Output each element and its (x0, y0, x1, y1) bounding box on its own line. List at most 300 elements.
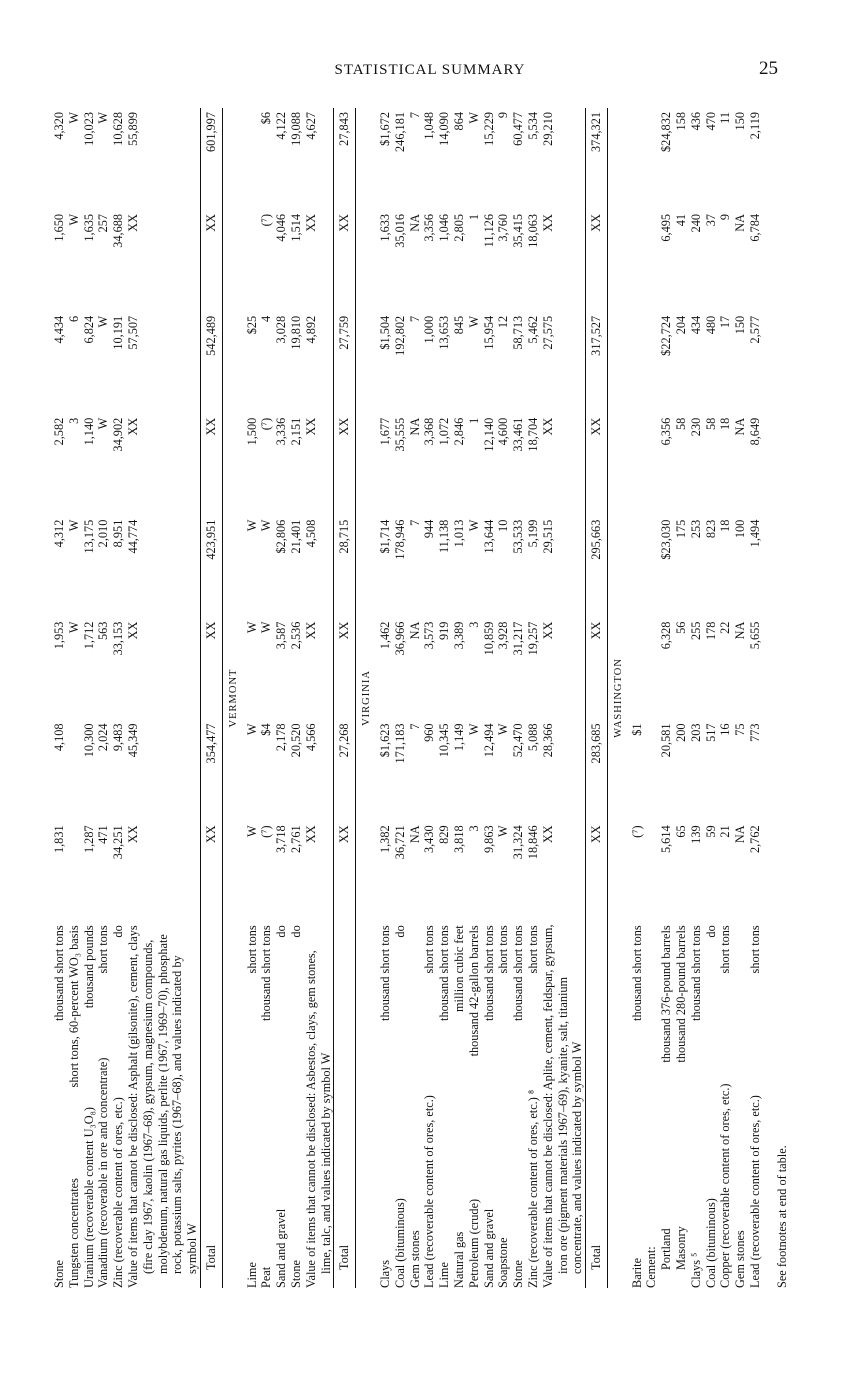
value-cell: NA (407, 825, 422, 844)
table-row (67, 108, 82, 1288)
value-cell: 823 (703, 519, 718, 539)
table-row (52, 108, 67, 1288)
value-cell: 2,119 (748, 112, 763, 140)
value-cell: 27,575 (540, 315, 555, 350)
value-cell: 33,461 (511, 417, 526, 452)
row-unit: short tons (244, 925, 259, 974)
row-label: Portland (659, 1228, 674, 1270)
value-cell: $1,714 (377, 519, 392, 554)
value-cell: 4,046 (274, 213, 289, 242)
row-label-cell (630, 923, 645, 1288)
value-cell: 960 (422, 723, 437, 742)
value-cell: 36,721 (392, 825, 407, 860)
value-cell: 44,774 (125, 519, 140, 554)
value-cell: 11,126 (481, 213, 496, 248)
value-cell: 3,336 (274, 417, 289, 446)
value-cell: W (244, 519, 259, 532)
value-cell: 58 (703, 417, 718, 431)
value-cell: $1,504 (377, 315, 392, 350)
value-cell: 1,140 (81, 417, 96, 446)
value-cell (644, 516, 659, 618)
row-label: Copper (recoverable content of ores, etc.) (718, 1083, 733, 1288)
total-value-cell: 27,268 (334, 719, 356, 821)
value-cell: NA (407, 213, 422, 232)
value-cell: 19,810 (288, 315, 303, 350)
value-cell: 35,555 (392, 417, 407, 452)
total-value-cell: 27,843 (334, 108, 356, 210)
value-cell: W (66, 621, 81, 634)
value-cell: XX (540, 825, 555, 844)
row-unit: short tons (422, 925, 437, 974)
row-unit: do (392, 925, 407, 938)
value-cell: 10,345 (437, 723, 452, 758)
value-cell: XX (303, 621, 318, 640)
value-cell: W (496, 825, 511, 837)
row-label: Stone (511, 1259, 526, 1288)
value-cell: 6,328 (659, 621, 674, 650)
total-value-cell: XX (200, 618, 222, 720)
value-cell: 10,023 (81, 112, 96, 146)
value-cell: NA (733, 825, 748, 844)
row-unit: thousand short tons (437, 925, 452, 1021)
table-row (111, 108, 126, 1288)
row-label-cell (96, 923, 111, 1288)
value-cell: 1,382 (377, 825, 392, 854)
value-cell: 4,320 (52, 112, 66, 140)
value-cell: 37 (703, 213, 718, 227)
value-cell: $1 (629, 723, 644, 736)
row-label: Cement: (644, 1246, 659, 1288)
value-cell: 3,587 (274, 621, 289, 650)
value-cell: 3,389 (451, 621, 466, 650)
row-label-cell (422, 923, 437, 1288)
row-unit: thousand pounds (81, 925, 96, 1009)
table-row (482, 108, 497, 1288)
value-cell: 4 (259, 315, 274, 322)
value-cell: 3 (466, 621, 481, 628)
row-unit: thousand short tons (511, 925, 526, 1021)
value-cell (644, 108, 659, 210)
total-value-cell: 601,997 (200, 108, 222, 210)
value-cell: 240 (688, 213, 703, 233)
value-cell: 6,784 (748, 213, 763, 242)
value-cell: 150 (733, 315, 748, 335)
row-label-cell (126, 923, 200, 1288)
value-cell (644, 312, 659, 414)
row-unit: thousand short tons (52, 925, 66, 1021)
value-cell: 1,013 (451, 519, 466, 548)
value-cell: 517 (703, 723, 718, 742)
value-cell: 3,573 (422, 621, 437, 650)
value-cell: NA (407, 621, 422, 640)
table-row (644, 108, 659, 1288)
total-value-cell: XX (334, 618, 356, 720)
state-heading-row (607, 108, 629, 1288)
row-label-cell (659, 923, 674, 1288)
footnote: See footnotes at end of table. (774, 1145, 789, 1288)
value-cell (67, 821, 82, 923)
row-label-cell (304, 923, 334, 1288)
table-row (289, 108, 304, 1288)
value-cell: 845 (451, 315, 466, 335)
value-cell: 6,824 (81, 315, 96, 344)
value-cell: XX (303, 213, 318, 232)
total-value-cell: XX (200, 414, 222, 516)
value-cell: $1,623 (377, 723, 392, 758)
value-cell (644, 210, 659, 312)
value-cell: 1,514 (288, 213, 303, 242)
row-label-cell (467, 923, 482, 1288)
value-cell: (⁷) (259, 213, 274, 227)
row-unit: short tons, 60-percent WO₃ basis (66, 925, 81, 1088)
value-cell: 1,494 (748, 519, 763, 548)
value-cell: 175 (674, 519, 689, 539)
value-cell: 13,644 (481, 519, 496, 554)
value-cell: 434 (688, 315, 703, 335)
value-cell: 192,802 (392, 315, 407, 356)
value-cell: 4,627 (303, 112, 318, 140)
value-cell: 17 (718, 315, 733, 329)
table-row (126, 108, 200, 1288)
statistics-table (52, 108, 763, 1288)
value-cell: 14,090 (437, 112, 452, 146)
table-row (526, 108, 541, 1288)
total-value-cell: XX (586, 210, 608, 312)
row-label: Barite (629, 1257, 644, 1288)
state-heading-row (222, 108, 244, 1288)
total-label: Total (586, 923, 608, 1288)
row-label-cell (274, 923, 289, 1288)
row-unit: short tons (496, 925, 511, 974)
value-cell: 10 (496, 519, 511, 532)
row-label-cell (67, 923, 82, 1288)
value-cell: 1,953 (52, 621, 66, 650)
table-row (467, 108, 482, 1288)
row-label: Sand and gravel (481, 1208, 496, 1288)
row-label-cell (452, 923, 467, 1288)
value-cell: 12,494 (481, 723, 496, 758)
total-value-cell: 423,951 (200, 516, 222, 618)
value-cell: 12 (496, 315, 511, 329)
table-row (748, 108, 763, 1288)
value-cell: 919 (437, 621, 452, 641)
value-cell: W (66, 519, 81, 532)
value-cell: W (66, 213, 81, 226)
row-label: Soapstone (496, 1237, 511, 1288)
row-label: Value of items that cannot be disclosed: Aplite, cement, feldspar, gypsum, iron ore (pigment materials 1967–69), kyanite, salt, titanium concentrate, and values indicated by symbol W (540, 924, 585, 1288)
value-cell: 2,577 (748, 315, 763, 344)
row-label-cell (393, 923, 408, 1288)
row-label-cell (245, 923, 260, 1288)
row-unit: do (274, 925, 289, 938)
value-cell: 22 (718, 621, 733, 634)
row-label-cell (52, 923, 67, 1288)
value-cell: 4,312 (52, 519, 66, 548)
value-cell: 5,534 (525, 112, 540, 140)
row-unit: thousand 280-pound barrels (674, 925, 689, 1063)
value-cell: 150 (733, 112, 748, 131)
page-header (0, 0, 860, 90)
value-cell: 1,831 (52, 825, 66, 854)
value-cell: W (466, 315, 481, 328)
value-cell: 2,024 (96, 723, 111, 752)
table-row (718, 108, 733, 1288)
value-cell: 4,566 (303, 723, 318, 752)
row-label: Natural gas (451, 1231, 466, 1288)
value-cell: 4,600 (496, 417, 511, 446)
row-label-cell (733, 923, 748, 1288)
value-cell: 2,010 (96, 519, 111, 548)
value-cell: 6,356 (659, 417, 674, 446)
value-cell: 3,760 (496, 213, 511, 242)
state-heading-row (356, 108, 378, 1288)
value-cell (245, 210, 260, 312)
total-label: Total (334, 923, 356, 1288)
row-label: Uranium (recoverable content U₃O₈) (81, 1107, 96, 1288)
value-cell: XX (540, 417, 555, 436)
table-row (82, 108, 97, 1288)
value-cell (644, 414, 659, 516)
value-cell: 35,415 (511, 213, 526, 248)
table-row (437, 108, 452, 1288)
value-cell: 470 (703, 112, 718, 131)
table-row (733, 108, 748, 1288)
value-cell: 1,500 (244, 417, 259, 446)
value-cell: 34,688 (111, 213, 126, 248)
value-cell (245, 108, 260, 210)
row-label: Lime (437, 1262, 452, 1288)
value-cell: 2,762 (748, 825, 763, 854)
state-heading: VIRGINIA (361, 670, 373, 726)
value-cell: 246,181 (392, 112, 407, 152)
row-label-cell (408, 923, 423, 1288)
value-cell: 2,178 (274, 723, 289, 752)
value-cell: 58 (674, 417, 689, 431)
value-cell: 58,713 (511, 315, 526, 350)
row-label: Lime (244, 1262, 259, 1288)
value-cell: 6 (66, 315, 81, 322)
value-cell: 19,088 (288, 112, 303, 146)
value-cell: 200 (674, 723, 689, 742)
value-cell: 34,902 (111, 417, 126, 452)
row-unit: thousand short tons (481, 925, 496, 1021)
row-unit: thousand 376-pound barrels (659, 925, 674, 1063)
value-cell: (⁷) (259, 825, 274, 838)
value-cell: 21,401 (288, 519, 303, 554)
value-cell: 28,366 (540, 723, 555, 758)
rotated-table-area (52, 108, 792, 1288)
total-value-cell: 283,685 (586, 719, 608, 821)
value-cell: 2,151 (288, 417, 303, 446)
value-cell (630, 108, 645, 210)
value-cell: XX (303, 417, 318, 436)
row-unit: thousand 42-gallon barrels (466, 925, 481, 1057)
table-row (304, 108, 334, 1288)
total-row (586, 108, 608, 1288)
row-label: Stone (288, 1259, 303, 1288)
value-cell: 1,046 (437, 213, 452, 242)
value-cell: 829 (437, 825, 452, 844)
value-cell: 10,628 (111, 112, 126, 146)
value-cell: W (66, 112, 81, 124)
value-cell: 1,712 (81, 621, 96, 650)
value-cell: 3,028 (274, 315, 289, 344)
value-cell: W (466, 723, 481, 736)
value-cell: 2,846 (451, 417, 466, 446)
row-label-cell (289, 923, 304, 1288)
value-cell: XX (303, 825, 318, 844)
row-label-cell (674, 923, 689, 1288)
value-cell (644, 618, 659, 720)
table-row (689, 108, 704, 1288)
value-cell (644, 821, 659, 923)
table-row (452, 108, 467, 1288)
value-cell: $23,030 (659, 519, 674, 560)
value-cell: 5,088 (525, 723, 540, 752)
value-cell: 45,349 (125, 723, 140, 758)
table-row (704, 108, 719, 1288)
table-row (393, 108, 408, 1288)
value-cell: XX (540, 621, 555, 640)
value-cell: 1,072 (437, 417, 452, 446)
value-cell: 5,462 (525, 315, 540, 344)
row-label: Lead (recoverable content of ores, etc.) (422, 1095, 437, 1288)
value-cell: 4,508 (303, 519, 318, 548)
value-cell: 7 (407, 519, 422, 526)
value-cell: 1,462 (377, 621, 392, 650)
value-cell: 35,016 (392, 213, 407, 248)
value-cell: 31,217 (511, 621, 526, 656)
value-cell: 29,210 (540, 112, 555, 146)
row-unit: short tons (718, 925, 733, 974)
total-value-cell: XX (334, 821, 356, 923)
row-label: Petroleum (crude) (466, 1198, 481, 1288)
value-cell: 1 (466, 417, 481, 424)
row-label-cell (718, 923, 733, 1288)
total-value-cell: 295,663 (586, 516, 608, 618)
value-cell: 55,899 (125, 112, 140, 146)
value-cell: 7 (407, 315, 422, 322)
value-cell: 9,863 (481, 825, 496, 854)
value-cell: 9,483 (111, 723, 126, 752)
row-label: Value of items that cannot be disclosed: Asbestos, clays, gem stones, lime, talc, and values indicated by symbol W (303, 950, 333, 1288)
total-value-cell: 542,489 (200, 312, 222, 414)
state-heading: VERMONT (227, 668, 239, 728)
row-label: Clays (377, 1259, 392, 1288)
value-cell: XX (540, 213, 555, 232)
value-cell: 31,324 (511, 825, 526, 860)
value-cell: 3 (66, 417, 81, 424)
total-value-cell: 27,759 (334, 312, 356, 414)
row-label-cell (704, 923, 719, 1288)
value-cell: 20,581 (659, 723, 674, 758)
value-cell: 257 (96, 213, 111, 233)
table-row (259, 108, 274, 1288)
value-cell: 3,368 (422, 417, 437, 446)
value-cell: 944 (422, 519, 437, 539)
row-label-cell (644, 923, 659, 1288)
value-cell: 3,430 (422, 825, 437, 854)
row-label: Clays ⁵ (688, 1252, 703, 1288)
row-label: Sand and gravel (274, 1208, 289, 1288)
value-cell: 8,951 (111, 519, 126, 548)
row-label: Coal (bituminous) (703, 1198, 718, 1288)
row-label-cell (437, 923, 452, 1288)
table-row (408, 108, 423, 1288)
value-cell: 10,859 (481, 621, 496, 656)
value-cell: 13,175 (81, 519, 96, 554)
value-cell: 230 (688, 417, 703, 437)
value-cell: 3,928 (496, 621, 511, 650)
total-value-cell: 374,321 (586, 108, 608, 210)
value-cell: 100 (733, 519, 748, 539)
value-cell: 253 (688, 519, 703, 539)
total-label: Total (200, 923, 222, 1288)
total-value-cell: 317,527 (586, 312, 608, 414)
total-value-cell: XX (586, 414, 608, 516)
row-label-cell (482, 923, 497, 1288)
value-cell: W (244, 621, 259, 634)
value-cell: 60,477 (511, 112, 526, 146)
value-cell: XX (125, 213, 140, 232)
value-cell: 5,614 (659, 825, 674, 854)
row-label: Zinc (recoverable content of ores, etc.) (111, 1097, 126, 1288)
value-cell: 1,287 (81, 825, 96, 854)
value-cell: W (96, 112, 111, 124)
total-value-cell: XX (200, 821, 222, 923)
value-cell: 9 (718, 213, 733, 221)
total-value-cell: 28,715 (334, 516, 356, 618)
table-row (96, 108, 111, 1288)
row-label: Coal (bituminous) (392, 1198, 407, 1288)
table-row (541, 108, 586, 1288)
value-cell: 56 (674, 621, 689, 634)
row-label-cell (541, 923, 586, 1288)
value-cell: 4,122 (274, 112, 289, 140)
value-cell: W (496, 723, 511, 736)
value-cell: 2,536 (288, 621, 303, 650)
value-cell: 15,229 (481, 112, 496, 146)
value-cell: 15,954 (481, 315, 496, 350)
value-cell: 11,138 (437, 519, 452, 554)
value-cell: 3,356 (422, 213, 437, 242)
value-cell: 9 (496, 112, 511, 119)
value-cell: W (466, 519, 481, 532)
value-cell: 8,649 (748, 417, 763, 446)
row-unit: do (288, 925, 303, 938)
row-unit: short tons (96, 925, 111, 974)
value-cell: 436 (688, 112, 703, 131)
value-cell: (⁷) (629, 825, 644, 838)
value-cell: W (244, 825, 259, 837)
value-cell: 1,650 (52, 213, 66, 242)
row-unit: million cubic feet (451, 925, 466, 1013)
value-cell: 171,183 (392, 723, 407, 764)
value-cell: 7 (407, 112, 422, 119)
value-cell: 75 (733, 723, 748, 736)
row-label: Peat (259, 1266, 274, 1288)
table-row (511, 108, 526, 1288)
value-cell: XX (125, 825, 140, 844)
value-cell: (⁷) (259, 417, 274, 431)
value-cell: XX (125, 621, 140, 640)
value-cell: 16 (718, 723, 733, 736)
value-cell: 2,761 (288, 825, 303, 854)
value-cell: $6 (259, 112, 274, 125)
total-value-cell: XX (334, 414, 356, 516)
value-cell: 18 (718, 519, 733, 532)
value-cell: NA (733, 417, 748, 436)
